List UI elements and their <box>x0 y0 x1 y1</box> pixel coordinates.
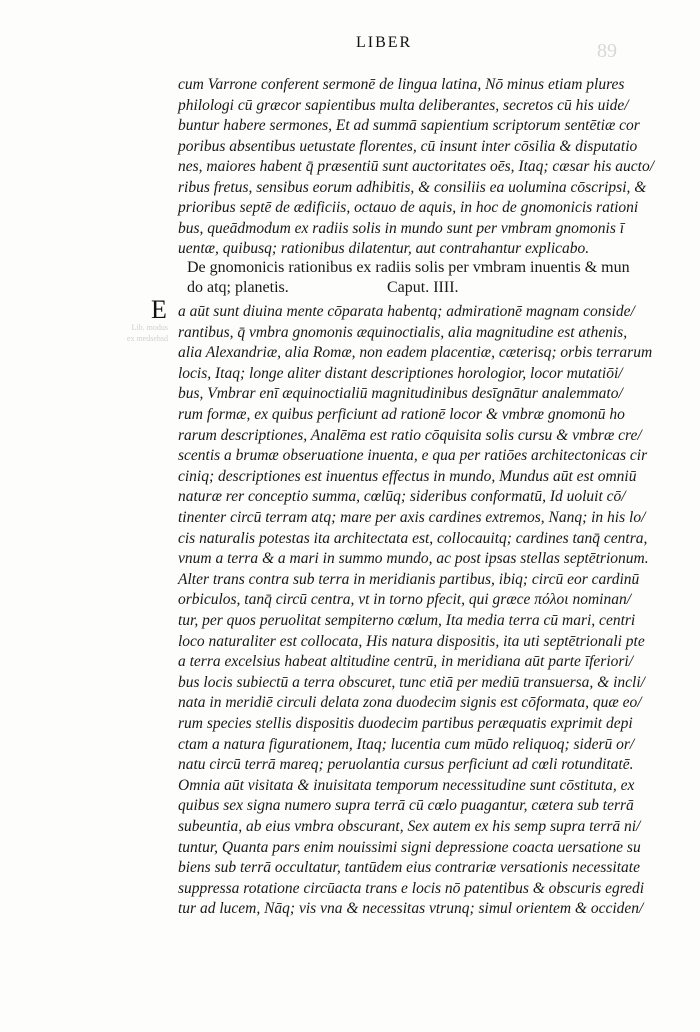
text-line: cis naturalis potestas ita architectata est, collocauitq; cardines tanq̄ centra, <box>178 529 648 547</box>
text-line: locis, Itaq; longe aliter distant descriptiones horologior, locor mutatiōi/ <box>178 364 623 382</box>
text-line: tuntur, Quanta pars enim nouissimi signi depressione coacta uersatione su <box>178 838 641 856</box>
bleed-through-note-line: Lib. modus <box>131 323 168 332</box>
text-line: nes, maiores habent q̄ præsentiū sunt auctoritates oēs, Itaq; cæsar his aucto/ <box>178 158 655 175</box>
text-line: rum formæ, ex quibus perficiunt ad rationē locor & vmbræ gnomonū ho <box>178 406 625 423</box>
text-line: subeuntia, ab eius vmbra obscurant, Sex autem ex his semp supra terrā ni/ <box>178 818 641 835</box>
text-line: naturæ rer conceptio summa, cœlūq; sideribus conformatū, Id uoluit cō/ <box>178 488 626 506</box>
text-line: bus locis subiectū a terra obscuret, tunc etiā per mediū transuersa, & incli/ <box>178 673 645 691</box>
text-line: tur ad lucem, Nāq; vis vna & necessitas vtrunq; simul orientem & occiden/ <box>178 900 644 918</box>
chapter-heading-line-1: De gnomonicis rationibus ex radiis solis per vmbram inuentis & mun <box>187 259 630 276</box>
text-line: Omnia aūt visitata & inuisitata temporum necessitudine sunt cōstituta, ex <box>178 776 635 794</box>
text-line: a aūt sunt diuina mente cōparata habentq; admirationē magnam conside/ <box>178 303 635 320</box>
bleed-through-note-line: ex medsehsd <box>126 334 168 343</box>
initial-capital: E <box>151 295 167 324</box>
text-line: natu circū terrā mareq; peruolantia cursus perficiunt ad cœli rotunditatē. <box>178 756 634 774</box>
text-line: bus, Vmbrar enī æquinoctialiū magnitudinibus desīgnātur analemmato/ <box>178 385 623 403</box>
text-line: bus, queādmodum ex radiis solis in mundo sunt per vmbram gnomonis ī <box>178 219 625 237</box>
text-line: biens sub terrā occultatur, tantūdem eius contrariæ versationis necessitate <box>178 859 640 877</box>
text-line: loco naturaliter est collocata, His natura dispositis, ita uti septētrionali pte <box>178 632 645 650</box>
text-line: nata in meridiē circuli delata zona duodecim signis est cōformata, quæ eo/ <box>178 694 642 712</box>
text-line: tur, per quos peruolitat sempiterno cœlum, Ita media terra cū mari, centri <box>178 612 636 629</box>
text-line: prioribus septē de ædificiis, octauo de aquis, in hoc de gnomonicis rationi <box>178 199 639 216</box>
chapter-heading-line-2-right: Caput. IIII. <box>387 279 459 296</box>
text-line: rarum descriptiones, Analēma est ratio cōquisita solis cursu & vmbræ cre/ <box>178 426 642 444</box>
text-line: uentæ, quibusq; rationibus dilatentur, aut contrahantur explicabo. <box>178 240 590 257</box>
text-line: suppressa rotatione circūacta trans e locis nō patentibus & obscuris egredi <box>178 879 645 897</box>
text-line: tinenter circū terram atq; mare per axis cardines extremos, Nanq; in his lo/ <box>178 509 646 526</box>
text-line: alia Alexandriæ, alia Romæ, non eadem placentiæ, cæterisq; orbis terrarum <box>178 344 653 362</box>
running-head: LIBER <box>356 34 413 51</box>
text-line: quibus sex signa numero supra terrā cū cœlo puagantur, cætera sub terrā <box>178 797 634 815</box>
text-line: scentis a brumæ obseruatione inuenta, e qua per ratiōes architectonicas cir <box>178 447 648 465</box>
text-line: ctam a natura figurationem, Itaq; lucentia cum mūdo reliquoq; siderū or/ <box>178 735 635 753</box>
text-line: ribus fretus, sensibus eorum adhibitis, & consiliis ea uolumina cōscripsi, & <box>178 178 647 196</box>
text-line: cum Varrone conferent sermonē de lingua latina, Nō minus etiam plures <box>178 76 625 93</box>
text-line: a terra excelsius habeat altitudine centrū, in meridiana aūt parte īferiori/ <box>178 653 634 671</box>
bleed-through-margin-note <box>98 322 168 344</box>
text-line: buntur habere sermones, Et ad summā sapientium scriptorum sentētiæ cor <box>178 117 640 134</box>
text-line: philologi cū græcor sapientibus multa deliberantes, secretos cū his uide/ <box>178 96 629 114</box>
text-line: vnum a terra & a mari in summo mundo, ac post ipsas stellas septētrionum. <box>178 550 649 568</box>
text-line: Alter trans contra sub terra in meridianis partibus, ibiq; circū eor cardinū <box>178 570 640 588</box>
chapter-heading-line-2-left: do atq; planetis. <box>187 279 289 296</box>
text-line: rantibus, q̄ vmbra gnomonis æquinoctialis, alia magnitudine est athenis, <box>178 323 628 341</box>
text-line: orbiculos, tanq̄ circū centra, vt in torno pfecit, qui græce πόλοι nominan/ <box>178 591 632 609</box>
text-line: ciniq; descriptiones est inuentus effectus in mundo, Mundus aūt est omniū <box>178 467 637 485</box>
bleed-through-folio: 89 <box>597 40 617 62</box>
text-line: rum species stellis dispositis duodecim partibus peræquatis exprimit depi <box>178 715 633 732</box>
text-line: poribus absentibus uetustate florentes, cū insunt inter cōsilia & disputatio <box>178 137 638 155</box>
